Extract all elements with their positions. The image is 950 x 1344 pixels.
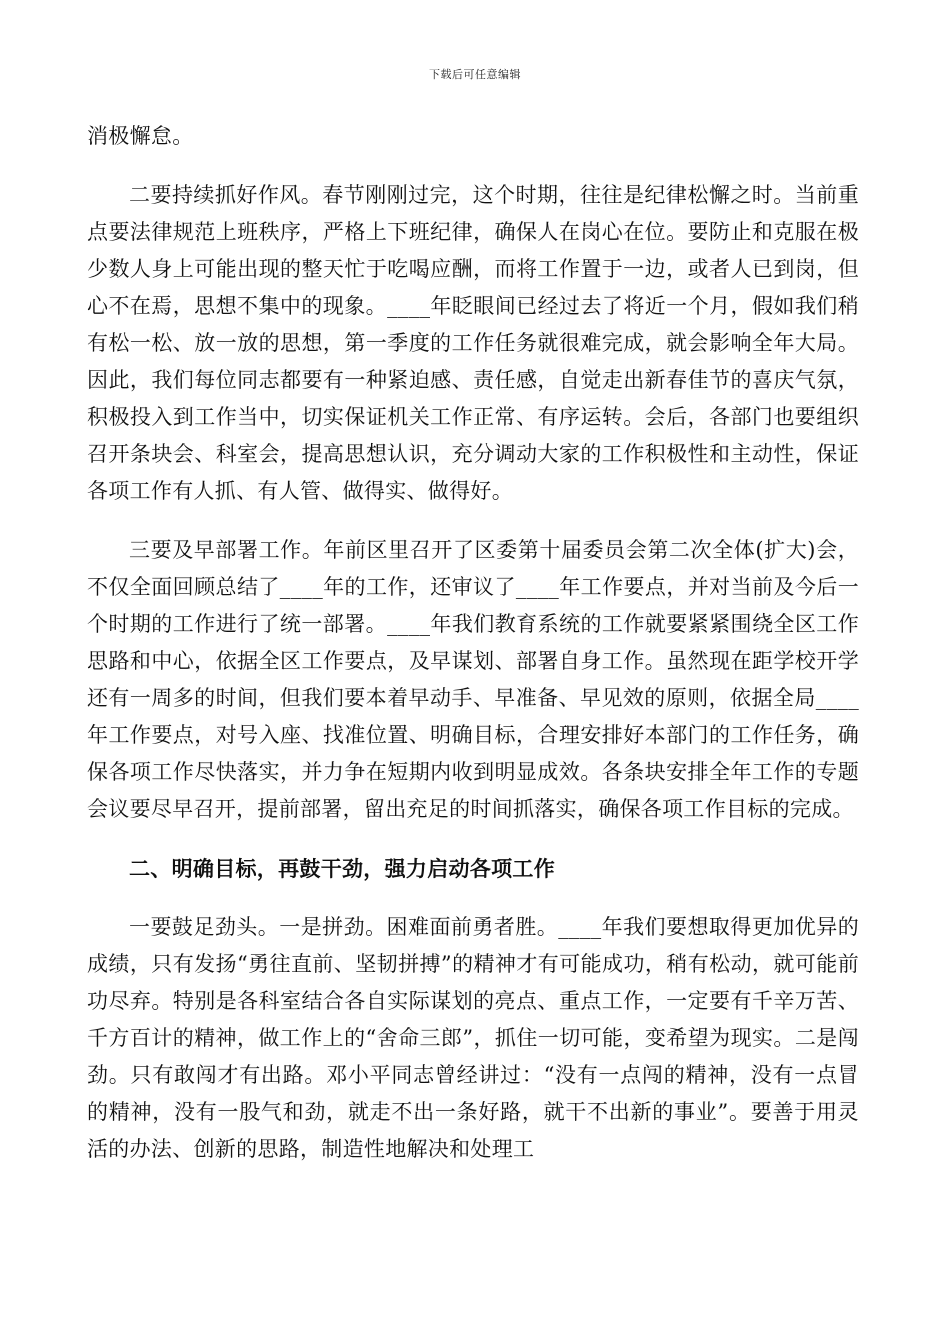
document-body (87, 118, 859, 1190)
paragraph-work-style: 二要持续抓好作风。春节刚刚过完，这个时期，往往是纪律松懈之时。当前重点要法律规范上班秩序，严格上下班纪律，确保人在岗心在位。要防止和克服在极少数人身上可能出现的整天忙于吃喝应酬，而将工作置于一边，或者人已到岗，但心不在焉，思想不集中的现象。____年眨眼间已经过去了将近一个月，假如我们稍有松一松、放一放的思想，第一季度的工作任务就很难完成，就会影响全年大局。因此，我们每位同志都要有一种紧迫感、责任感，自觉走出新春佳节的喜庆气氛，积极投入到工作当中，切实保证机关工作正常、有序运转。会后，各部门也要组织召开条块会、科室会，提高思想认识，充分调动大家的工作积极性和主动性，保证各项工作有人抓、有人管、做得实、做得好。 (87, 183, 859, 503)
paragraph-motivation: 一要鼓足劲头。一是拼劲。困难面前勇者胜。____年我们要想取得更加优异的成绩，只有发扬“勇往直前、坚韧拼搏”的精神才有可能成功，稍有松动，就可能前功尽弃。特别是各科室结合各自实际谋划的亮点、重点工作，一定要有千辛万苦、千方百计的精神，做工作上的“舍命三郎”，抓住一切可能，变希望为现实。二是闯劲。只有敢闯才有出路。邓小平同志曾经讲过：“没有一点闯的精神，没有一点冒的精神，没有一股气和劲，就走不出一条好路，就干不出新的事业”。要善于用灵活的办法、创新的思路，制造性地解决和处理工 (87, 915, 859, 1161)
section-heading: 二、明确目标，再鼓干劲，强力启动各项工作 (129, 856, 555, 881)
paragraph-early-deployment: 三要及早部署工作。年前区里召开了区委第十届委员会第二次全体(扩大)会，不仅全面回顾总结了____年的工作，还审议了____年工作要点，并对当前及今后一个时期的工作进行了统一部署。____年我们教育系统的工作就要紧紧围绕全区工作思路和中心，依据全区工作要点，及早谋划、部署自身工作。虽然现在距学校开学还有一周多的时间，但我们要本着早动手、早准备、早见效的原则，依据全局____年工作要点，对号入座、找准位置、明确目标，合理安排好本部门的工作任务，确保各项工作尽快落实，并力争在短期内收到明显成效。各条块安排全年工作的专题会议要尽早召开，提前部署，留出充足的时间抓落实，确保各项工作目标的完成。 (87, 538, 859, 821)
page-header-note: 下载后可任意编辑 (429, 68, 521, 81)
paragraph-continuation: 消极懈怠。 (87, 124, 194, 148)
